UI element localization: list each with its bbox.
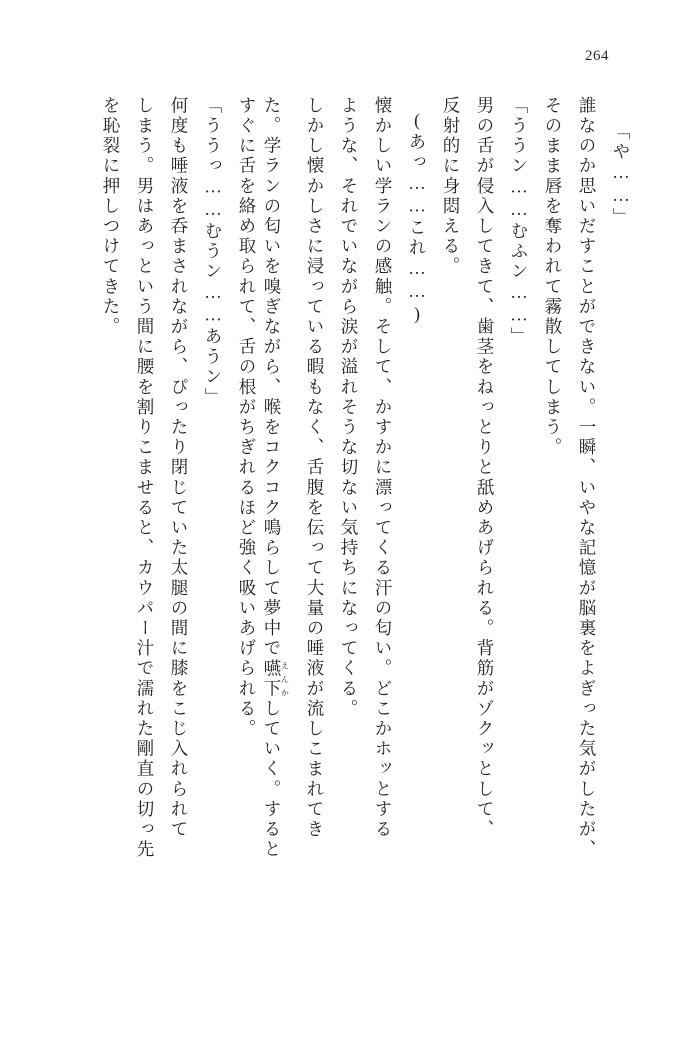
text-column: (あっ……これ……) [407, 110, 427, 326]
page-number: 264 [585, 48, 609, 64]
text-column: 懐かしい学ランの感触。そして、かすかに漂ってくる汗の匂い。どこかホッとする [373, 96, 393, 840]
text-column: 「ううっ……むうン……あうン」 [203, 96, 223, 408]
text-column: 「や……」 [611, 122, 631, 228]
text-column: 反射的に身悶える。 [441, 96, 461, 277]
vertical-text-block [62, 96, 629, 976]
text-column: 「ううン……むふン……」 [509, 96, 529, 348]
text-column: そのまま唇を奪われて霧散してしまう。 [543, 96, 563, 458]
text-column: 何度も唾液を呑まされながら、ぴったり閉じていた太腿の間に膝をこじ入れられて [169, 96, 189, 840]
text-column: しかし懐かしさに浸っている暇もなく、舌腹を伝って大量の唾液が流しこまれてき [305, 96, 325, 840]
text-column: を恥裂に押しつけてきた。 [101, 96, 121, 338]
text-column: しまう。男はあっという間に腰を割りこませると、カウパー汁で濡れた剛直の切っ先 [135, 96, 155, 860]
ruby-annotation: 嚥下えんか [262, 658, 290, 700]
text-column-with-ruby: た。学ランの匂いを嗅ぎながら、喉をコクコク鳴らして夢中で嚥下えんかしていく。すると [262, 96, 290, 860]
text-column: 男の舌が侵入してきて、歯茎をねっとりと舐めあげられる。背筋がゾクッとして、 [475, 96, 495, 840]
text-column: すぐに舌を絡め取られて、舌の根がちぎれるほど強く吸いあげられる。 [237, 96, 257, 740]
text-column: 誰なのか思いだすことができない。一瞬、いやな記憶が脳裏をよぎった気がしたが、 [577, 96, 597, 860]
text-column: ような、それでいながら涙が溢れそうな切ない気持ちになってくる。 [339, 96, 359, 720]
